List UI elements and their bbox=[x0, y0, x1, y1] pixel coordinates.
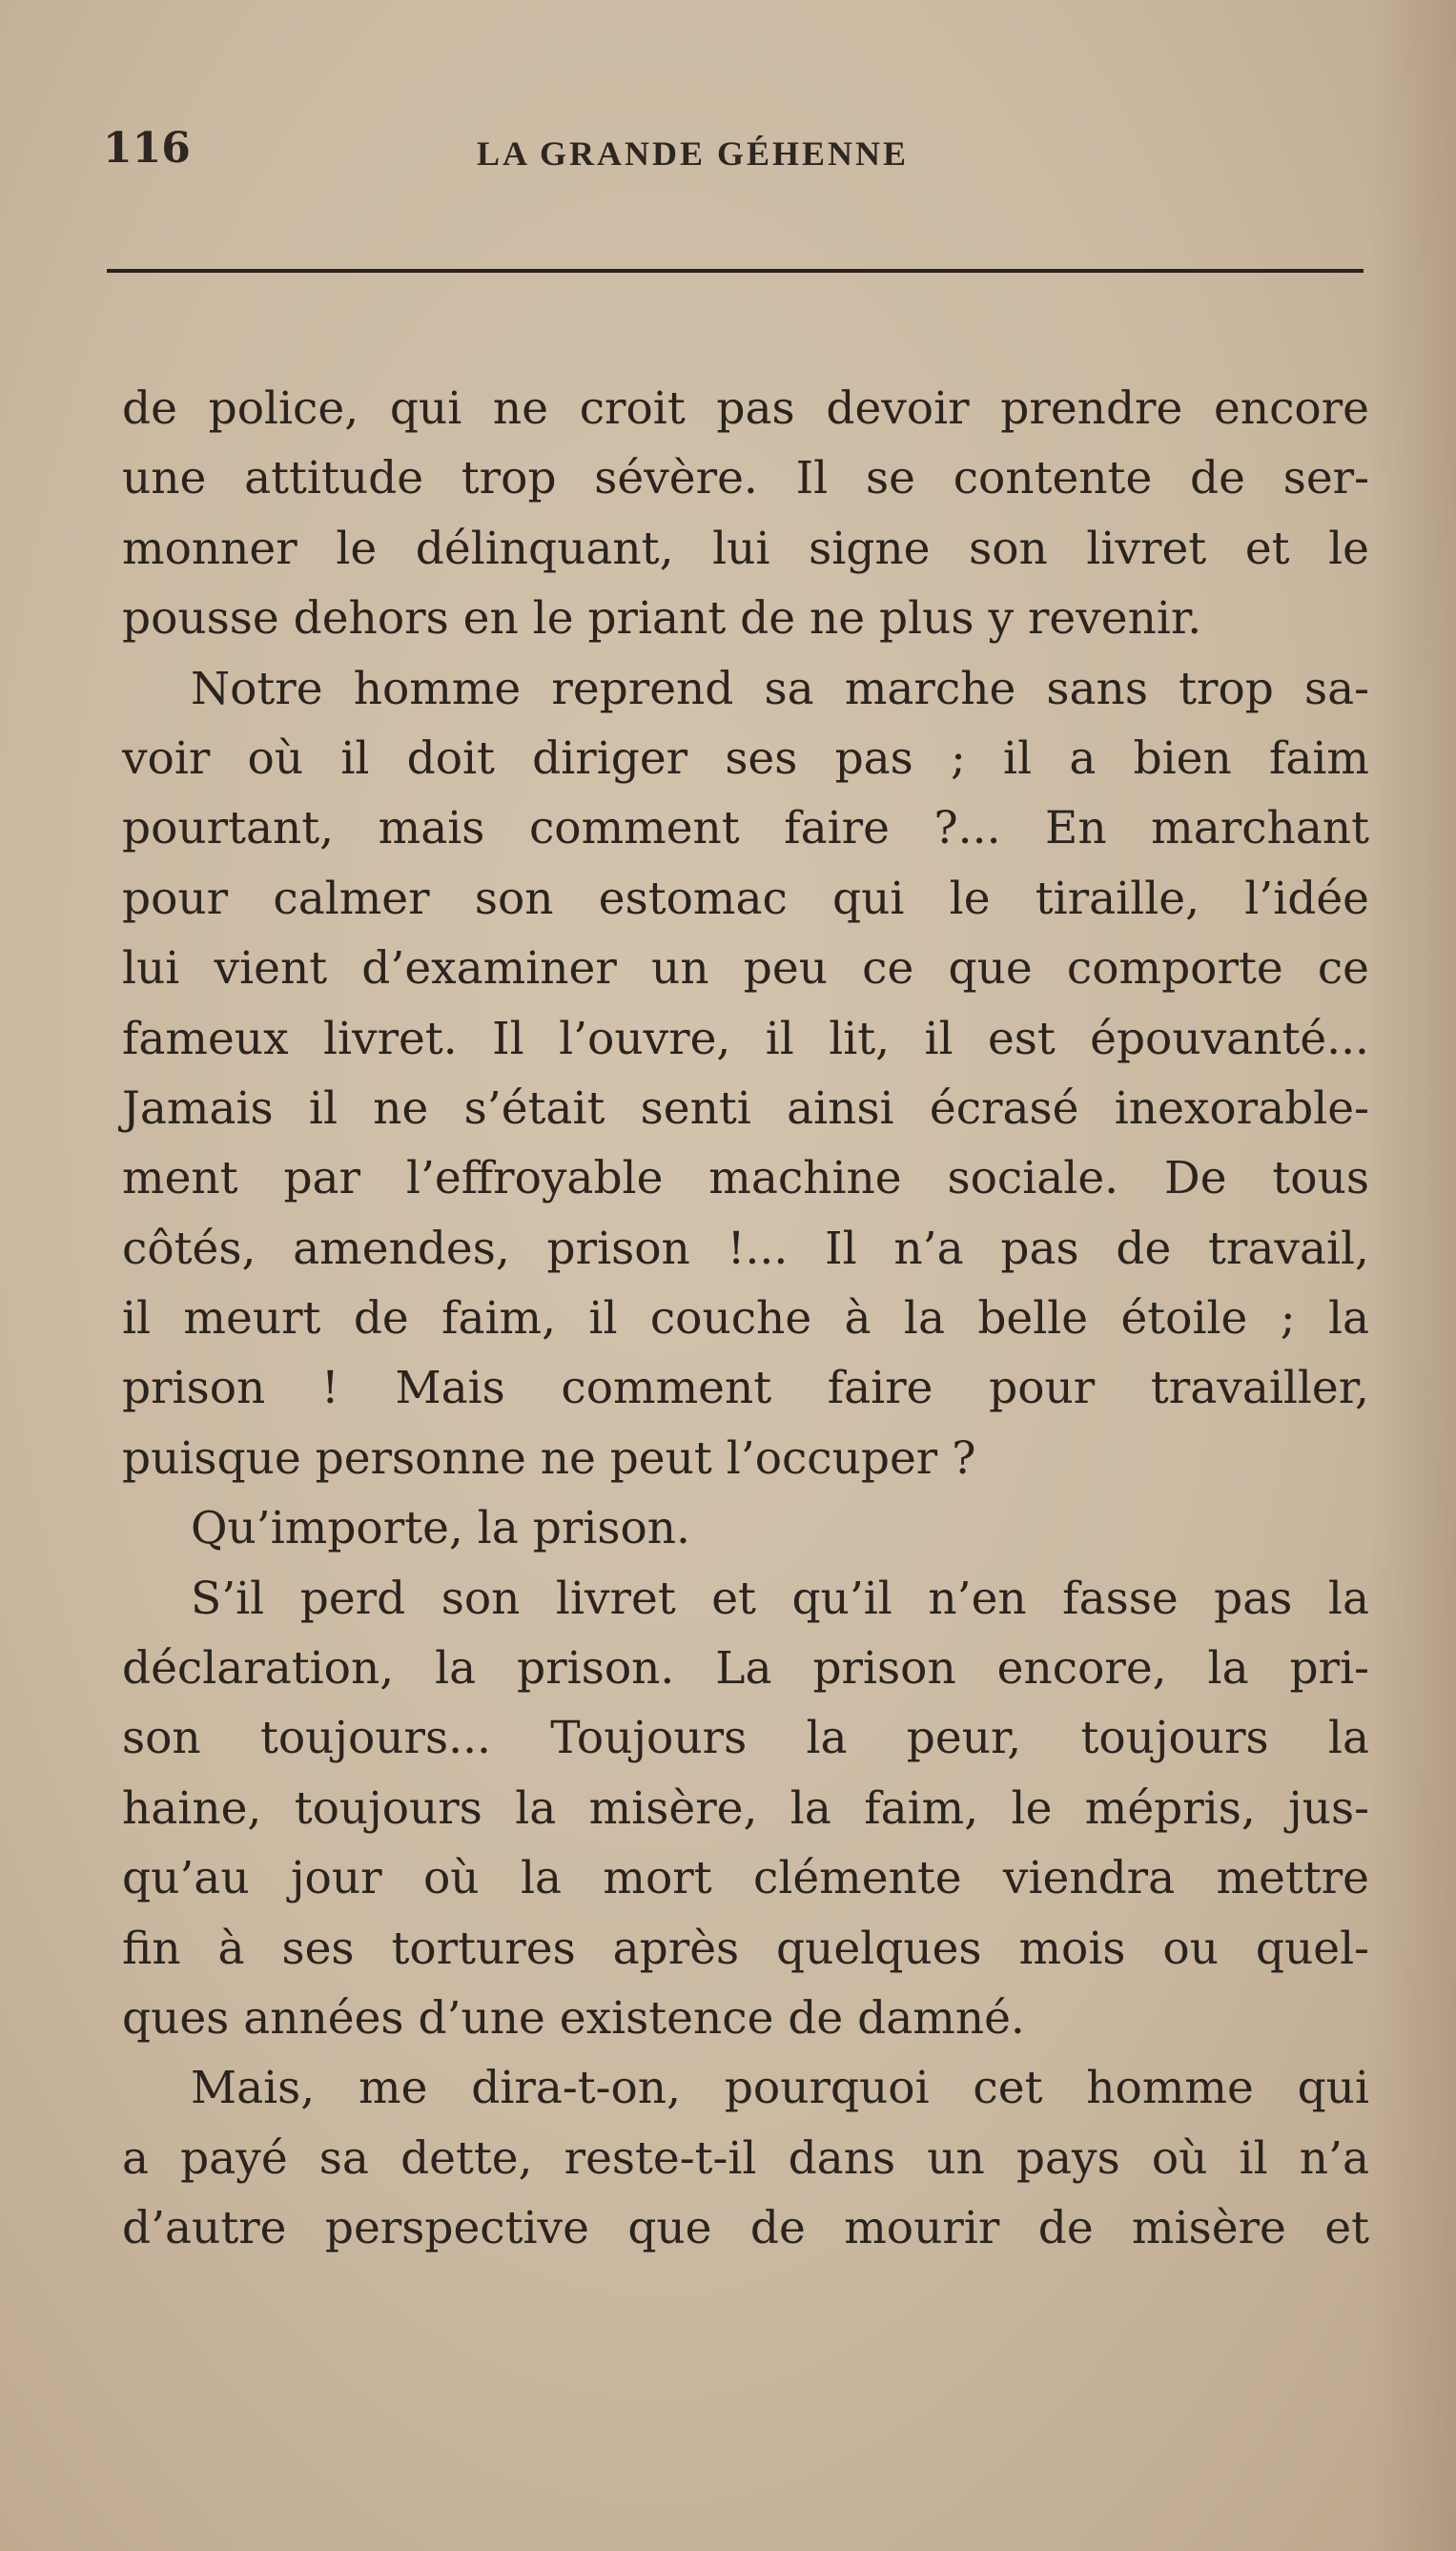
text-line: il meurt de faim, il couche à la belle étoile ; la bbox=[122, 1292, 1369, 1346]
text-line: haine, toujours la misère, la faim, le mépris, jus- bbox=[122, 1781, 1369, 1835]
text-line: pourtant, mais comment faire ?... En marchant bbox=[122, 802, 1369, 855]
text-line: fameux livret. Il l’ouvre, il lit, il est épouvanté... bbox=[122, 1012, 1369, 1065]
text-line: Notre homme reprend sa marche sans trop sa- bbox=[191, 662, 1369, 715]
page-header bbox=[103, 124, 1362, 181]
text-line: Qu’importe, la prison. bbox=[191, 1502, 690, 1555]
text-line: voir où il doit diriger ses pas ; il a bien faim bbox=[122, 731, 1369, 785]
header-rule bbox=[107, 269, 1364, 273]
text-line: une attitude trop sévère. Il se contente de ser- bbox=[122, 452, 1369, 505]
text-line: pour calmer son estomac qui le tiraille, l’idée bbox=[122, 872, 1369, 925]
text-line: ques années d’une existence de damné. bbox=[122, 1991, 1025, 2045]
page-edge-shadow bbox=[1370, 0, 1456, 2551]
text-line: lui vient d’examiner un peu ce que comporte ce bbox=[122, 942, 1369, 996]
text-line: prison ! Mais comment faire pour travailler, bbox=[122, 1362, 1369, 1415]
text-line: d’autre perspective que de mourir de misère et bbox=[122, 2202, 1369, 2255]
text-line: qu’au jour où la mort clémente viendra mettre bbox=[122, 1852, 1369, 1905]
text-line: ment par l’effroyable machine sociale. De tous bbox=[122, 1152, 1369, 1205]
running-title: LA GRANDE GÉHENNE bbox=[477, 134, 910, 173]
text-line: pousse dehors en le priant de ne plus y revenir. bbox=[122, 592, 1202, 646]
text-line: de police, qui ne croit pas devoir prendre encore bbox=[122, 382, 1369, 435]
text-line: côtés, amendes, prison !... Il n’a pas de travail, bbox=[122, 1222, 1369, 1275]
text-line: puisque personne ne peut l’occuper ? bbox=[122, 1431, 976, 1485]
text-line: S’il perd son livret et qu’il n’en fasse pas la bbox=[191, 1572, 1369, 1625]
text-line: déclaration, la prison. La prison encore, la pri- bbox=[122, 1642, 1369, 1696]
text-line: Jamais il ne s’était senti ainsi écrasé inexorable- bbox=[122, 1081, 1369, 1135]
body-text bbox=[122, 374, 1369, 2264]
text-line: fin à ses tortures après quelques mois ou quel- bbox=[122, 1922, 1369, 1975]
page-number: 116 bbox=[103, 124, 191, 173]
text-line: Mais, me dira-t-on, pourquoi cet homme qui bbox=[191, 2062, 1369, 2115]
text-line: monner le délinquant, lui signe son livret et le bbox=[122, 522, 1369, 575]
text-line: a payé sa dette, reste-t-il dans un pays où il n’a bbox=[122, 2131, 1369, 2185]
text-line: son toujours... Toujours la peur, toujours la bbox=[122, 1712, 1369, 1765]
